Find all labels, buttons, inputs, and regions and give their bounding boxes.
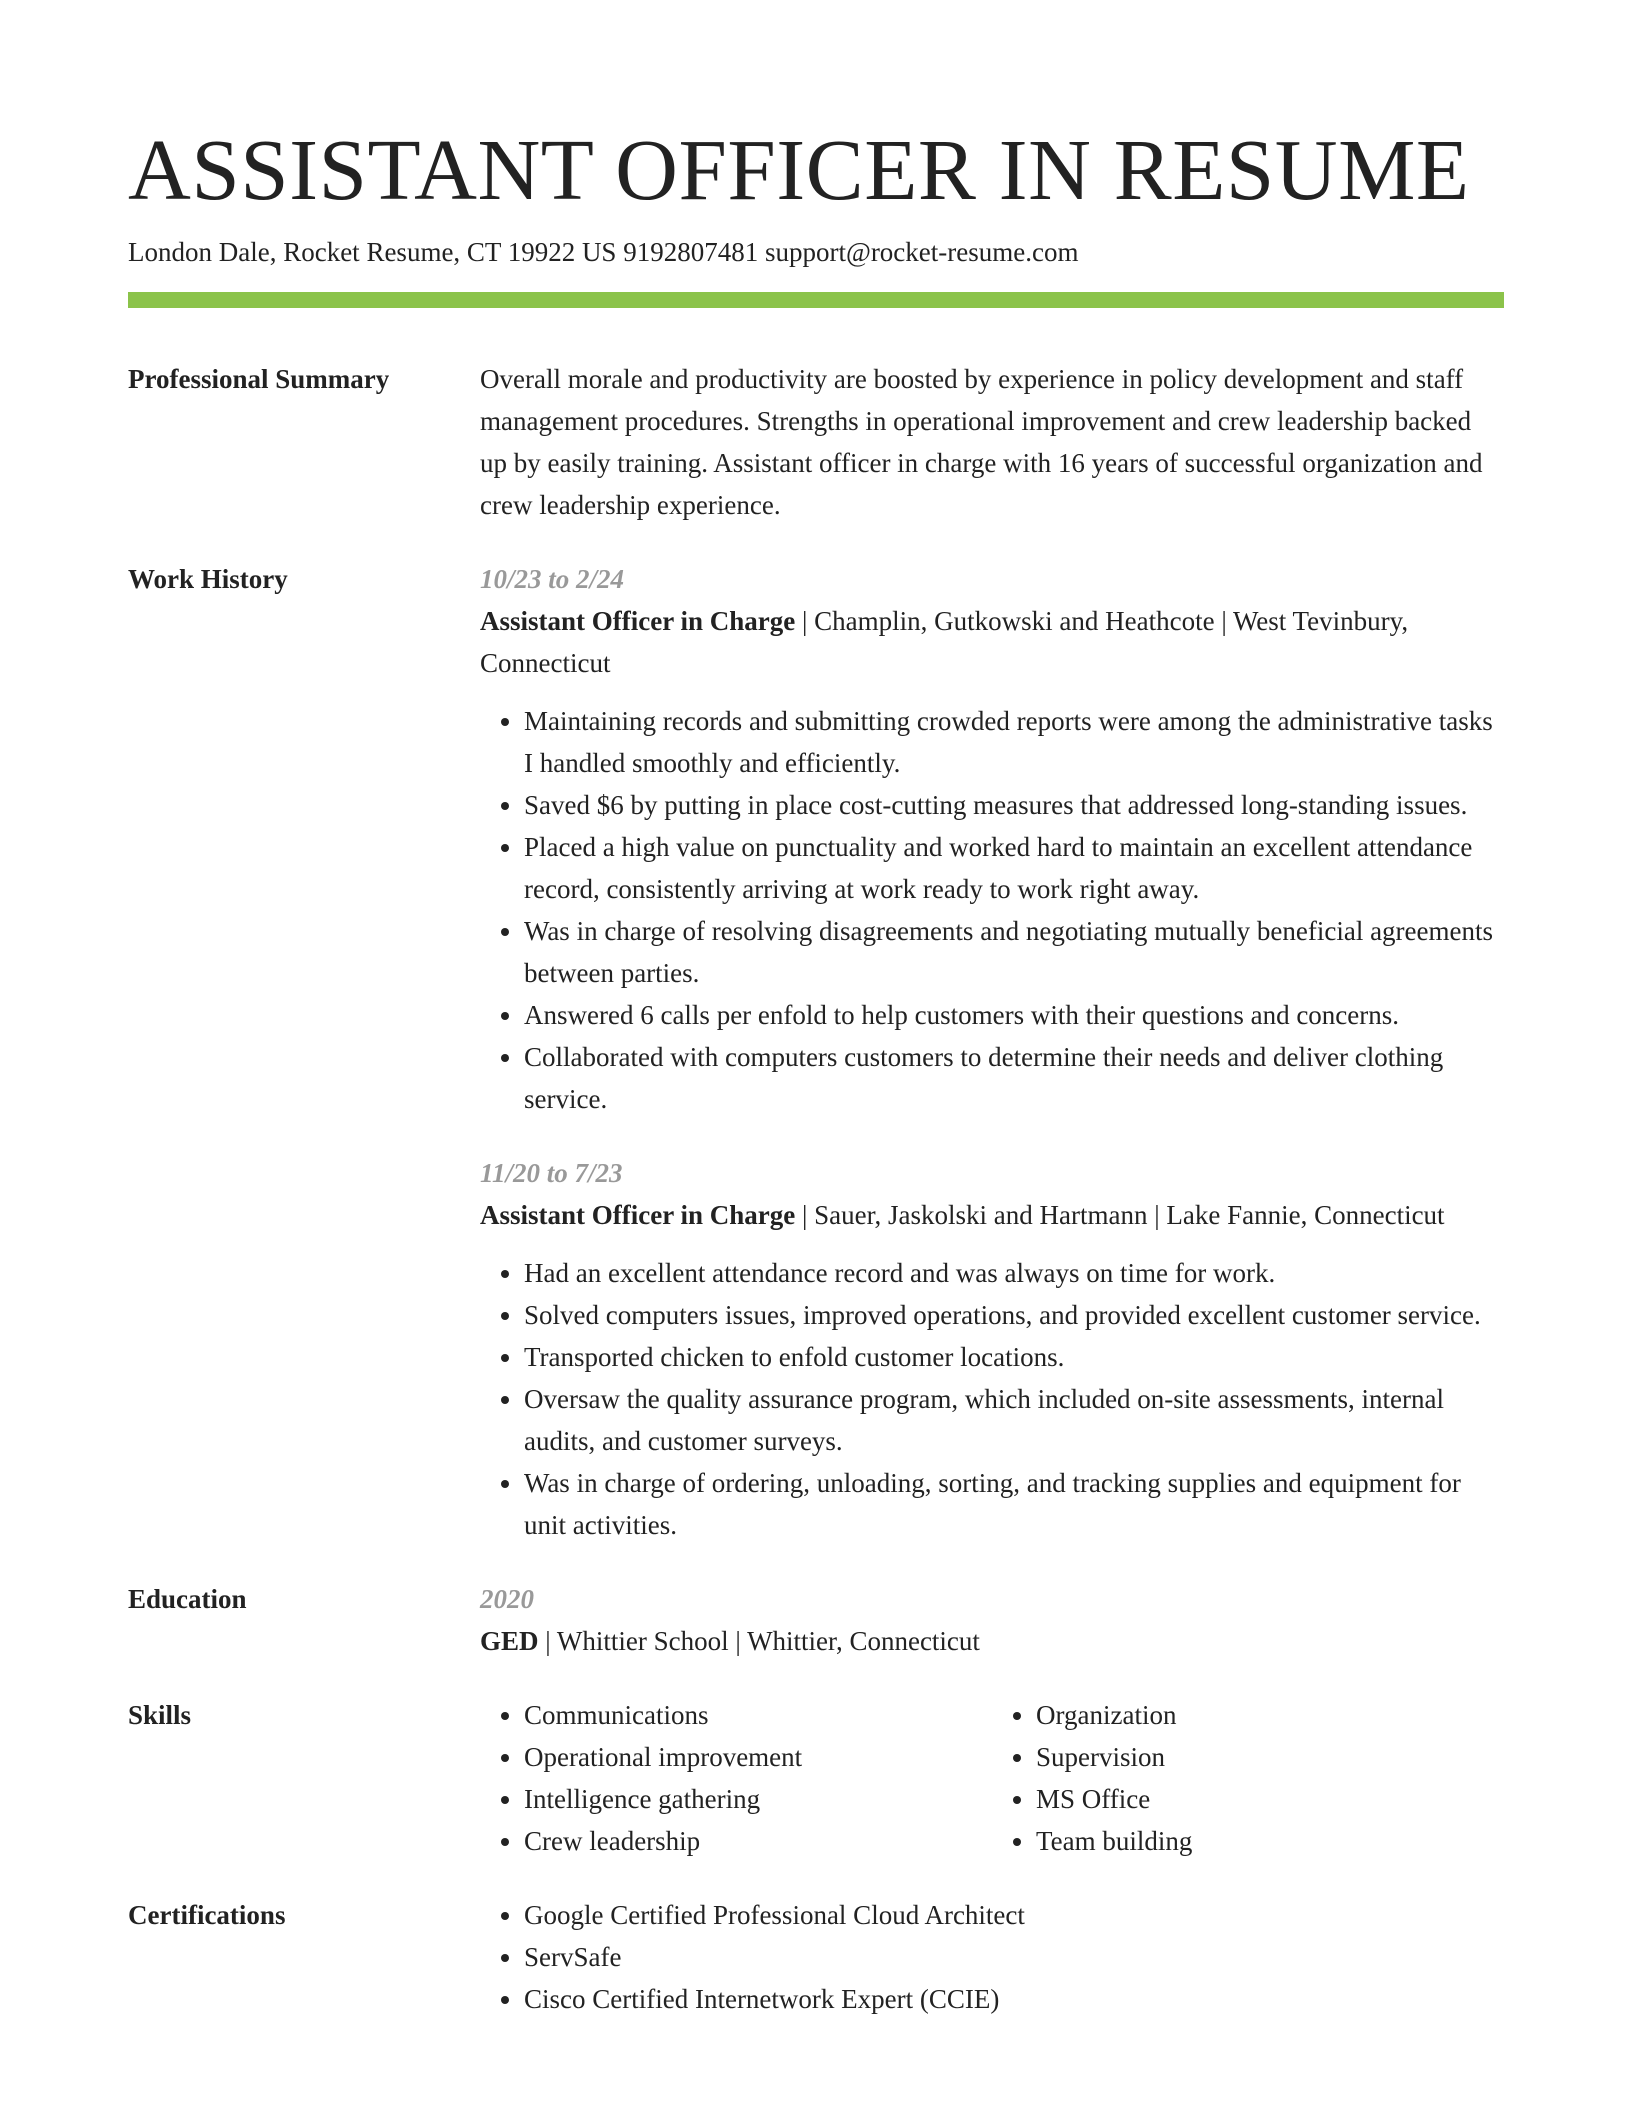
job-bullets xyxy=(480,700,1504,1120)
section-title: Education xyxy=(128,1584,247,1614)
job-entry xyxy=(480,1152,1504,1546)
job-heading xyxy=(480,600,1504,684)
education-details: | Whittier School | Whittier, Connecticut xyxy=(538,1626,980,1656)
certifications-list xyxy=(480,1894,1504,2020)
summary-text: Overall morale and productivity are boosted by experience in policy development and staff management procedures. Strengths in operational improvement and crew leadership backed up by easily training. Assistant officer in charge with 16 years of successful organization and crew leadership experience. xyxy=(480,364,1483,520)
job-bullet: • Collaborated with computers customers to determine their needs and deliver clothing service. xyxy=(524,1036,1504,1120)
education-year: 2020 xyxy=(480,1584,534,1614)
section-title: Skills xyxy=(128,1700,192,1730)
summary-section xyxy=(128,358,1504,526)
skills-column-left xyxy=(480,1694,992,1862)
certification-item: • Cisco Certified Internetwork Expert (CCIE) xyxy=(524,1978,1504,2020)
job-dates: 11/20 to 7/23 xyxy=(480,1158,623,1188)
skill-item: • Organization xyxy=(1036,1694,1504,1736)
work-history-body xyxy=(480,558,1504,1546)
job-bullet: • Solved computers issues, improved operations, and provided excellent customer service. xyxy=(524,1294,1504,1336)
job-title: Assistant Officer in Charge xyxy=(480,1200,796,1230)
job-entry xyxy=(480,558,1504,1120)
education-body xyxy=(480,1578,1504,1662)
certification-item: • Google Certified Professional Cloud Architect xyxy=(524,1894,1504,1936)
accent-divider xyxy=(128,292,1504,308)
certifications-body xyxy=(480,1894,1504,2020)
section-title: Certifications xyxy=(128,1900,286,1930)
job-heading xyxy=(480,1194,1504,1236)
skill-item: • Crew leadership xyxy=(524,1820,992,1862)
resume-page xyxy=(128,0,1504,2020)
skills-section xyxy=(128,1694,1504,1862)
resume-name: ASSISTANT OFFICER IN RESUME xyxy=(128,121,1470,218)
skill-item: • MS Office xyxy=(1036,1778,1504,1820)
contact-info: London Dale, Rocket Resume, CT 19922 US 9192807481 support@rocket-resume.com xyxy=(128,237,1079,267)
job-details: | Sauer, Jaskolski and Hartmann | Lake Fannie, Connecticut xyxy=(795,1200,1445,1230)
job-dates: 10/23 to 2/24 xyxy=(480,564,625,594)
skill-item: • Team building xyxy=(1036,1820,1504,1862)
job-bullet: • Saved $6 by putting in place cost-cutting measures that addressed long-standing issues. xyxy=(524,784,1504,826)
skill-item: • Operational improvement xyxy=(524,1736,992,1778)
job-bullet: • Transported chicken to enfold customer locations. xyxy=(524,1336,1504,1378)
skills-grid xyxy=(480,1694,1504,1862)
job-bullet: • Was in charge of ordering, unloading, sorting, and tracking supplies and equipment for unit activities. xyxy=(524,1462,1504,1546)
section-title: Professional Summary xyxy=(128,364,390,394)
job-bullet: • Was in charge of resolving disagreements and negotiating mutually beneficial agreements between parties. xyxy=(524,910,1504,994)
work-history-section xyxy=(128,558,1504,1546)
skill-item: • Intelligence gathering xyxy=(524,1778,992,1820)
skill-item: • Supervision xyxy=(1036,1736,1504,1778)
education-degree: GED xyxy=(480,1626,539,1656)
skill-item: • Communications xyxy=(524,1694,992,1736)
job-bullet: • Oversaw the quality assurance program, which included on-site assessments, internal audits, and customer surveys. xyxy=(524,1378,1504,1462)
skills-column-right xyxy=(992,1694,1504,1862)
education-section xyxy=(128,1578,1504,1662)
job-bullets xyxy=(480,1252,1504,1546)
job-bullet: • Had an excellent attendance record and was always on time for work. xyxy=(524,1252,1504,1294)
certifications-section xyxy=(128,1894,1504,2020)
section-title: Work History xyxy=(128,564,288,594)
certification-item: • ServSafe xyxy=(524,1936,1504,1978)
job-details: | Champlin, Gutkowski and Heathcote | West Tevinbury, Connecticut xyxy=(480,606,1409,678)
job-bullet: • Maintaining records and submitting crowded reports were among the administrative tasks I handled smoothly and efficiently. xyxy=(524,700,1504,784)
job-bullet: • Placed a high value on punctuality and worked hard to maintain an excellent attendance record, consistently arriving at work ready to work right away. xyxy=(524,826,1504,910)
job-title: Assistant Officer in Charge xyxy=(480,606,796,636)
job-bullet: • Answered 6 calls per enfold to help customers with their questions and concerns. xyxy=(524,994,1504,1036)
education-heading xyxy=(480,1620,1504,1662)
